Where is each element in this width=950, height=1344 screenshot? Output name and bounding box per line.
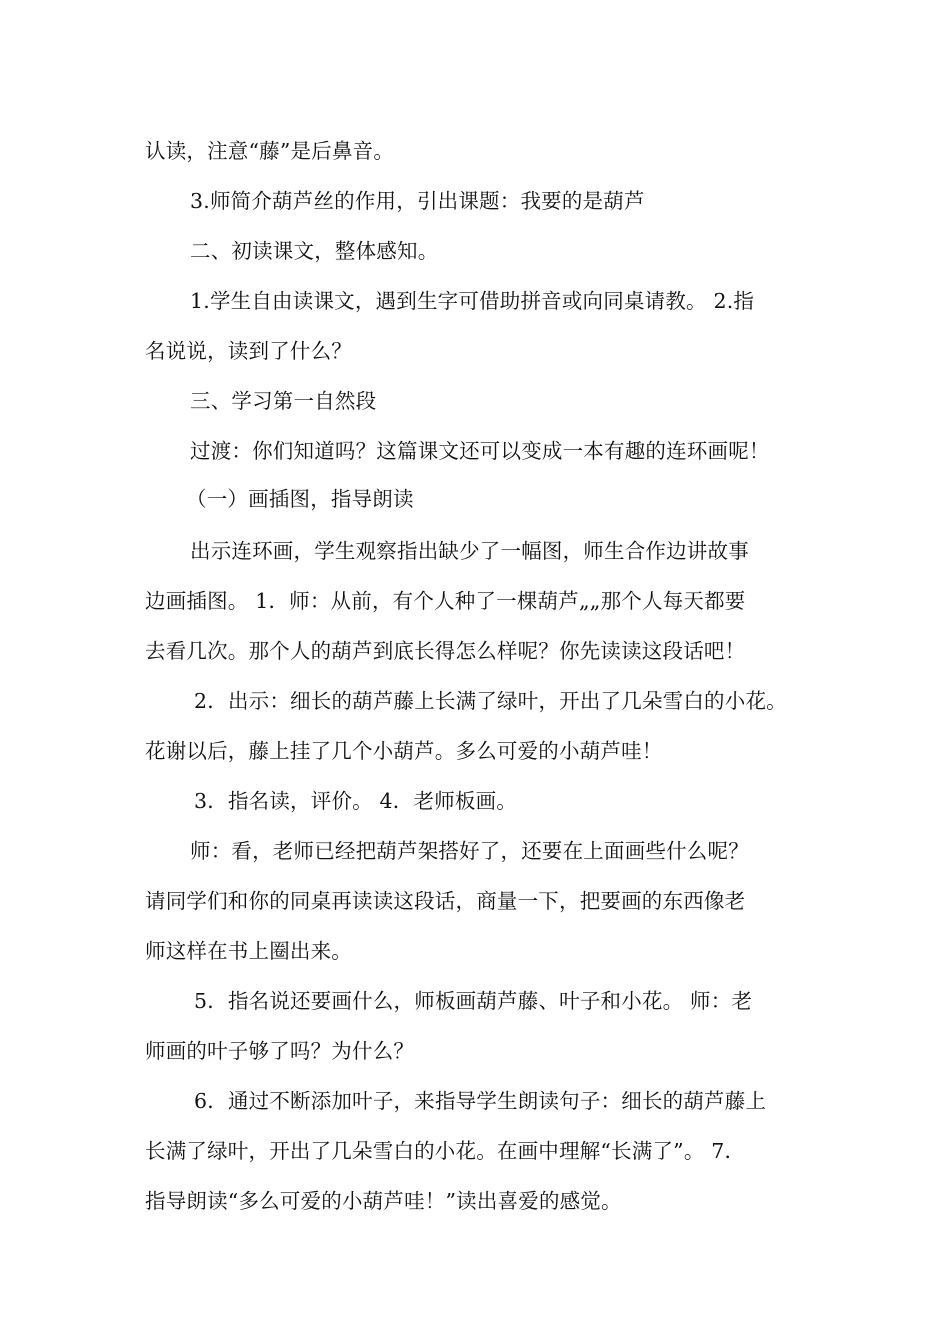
section-heading-3: 三、学习第一自然段 <box>190 389 377 413</box>
text-line-15: 师：看，老师已经把葫芦架搭好了，还要在上面画些什么呢？ <box>190 839 749 863</box>
text-line-9: 出示连环画，学生观察指出缺少了一幅图，师生合作边讲故事 <box>190 539 749 563</box>
subsection-heading-1: （一）画插图，指导朗读 <box>186 487 414 511</box>
text-line-19: 师画的叶子够了吗？为什么？ <box>145 1039 415 1063</box>
text-line-4: 1.学生自由读课文，遇到生字可借助拼音或向同桌请教。 2.指 <box>190 289 755 313</box>
text-line-11: 去看几次。那个人的葫芦到底长得怎么样呢？你先读读这段话吧！ <box>145 639 746 663</box>
text-line-13: 花谢以后，藤上挂了几个小葫芦。多么可爱的小葫芦哇！ <box>145 739 663 763</box>
text-line-12: 2．出示：细长的葫芦藤上长满了绿叶，开出了几朵雪白的小花。 <box>194 689 787 713</box>
text-line-10: 边画插图。 1．师：从前，有个人种了一棵葫芦„„那个人每天都要 <box>145 589 746 613</box>
text-line-16: 请同学们和你的同桌再读读这段话，商量一下，把要画的东西像老 <box>145 889 746 913</box>
text-line-7: 过渡：你们知道吗？这篇课文还可以变成一本有趣的连环画呢！ <box>190 439 770 463</box>
section-heading-2: 二、初读课文，整体感知。 <box>190 239 439 263</box>
text-line-18: 5．指名说还要画什么，师板画葫芦藤、叶子和小花。 师：老 <box>194 989 753 1013</box>
text-line-17: 师这样在书上圈出来。 <box>145 939 352 963</box>
text-line-21: 长满了绿叶，开出了几朵雪白的小花。在画中理解“长满了”。 7． <box>145 1139 746 1163</box>
text-line-14: 3．指名读，评价。 4．老师板画。 <box>194 789 518 813</box>
text-line-20: 6．通过不断添加叶子，来指导学生朗读句子：细长的葫芦藤上 <box>194 1089 767 1113</box>
text-line-5: 名说说，读到了什么？ <box>145 339 352 363</box>
text-line-1: 认读，注意“藤”是后鼻音。 <box>145 139 395 163</box>
text-line-22: 指导朗读“多么可爱的小葫芦哇！”读出喜爱的感觉。 <box>145 1189 622 1213</box>
text-line-2: 3.师简介葫芦丝的作用，引出课题：我要的是葫芦 <box>190 189 645 213</box>
